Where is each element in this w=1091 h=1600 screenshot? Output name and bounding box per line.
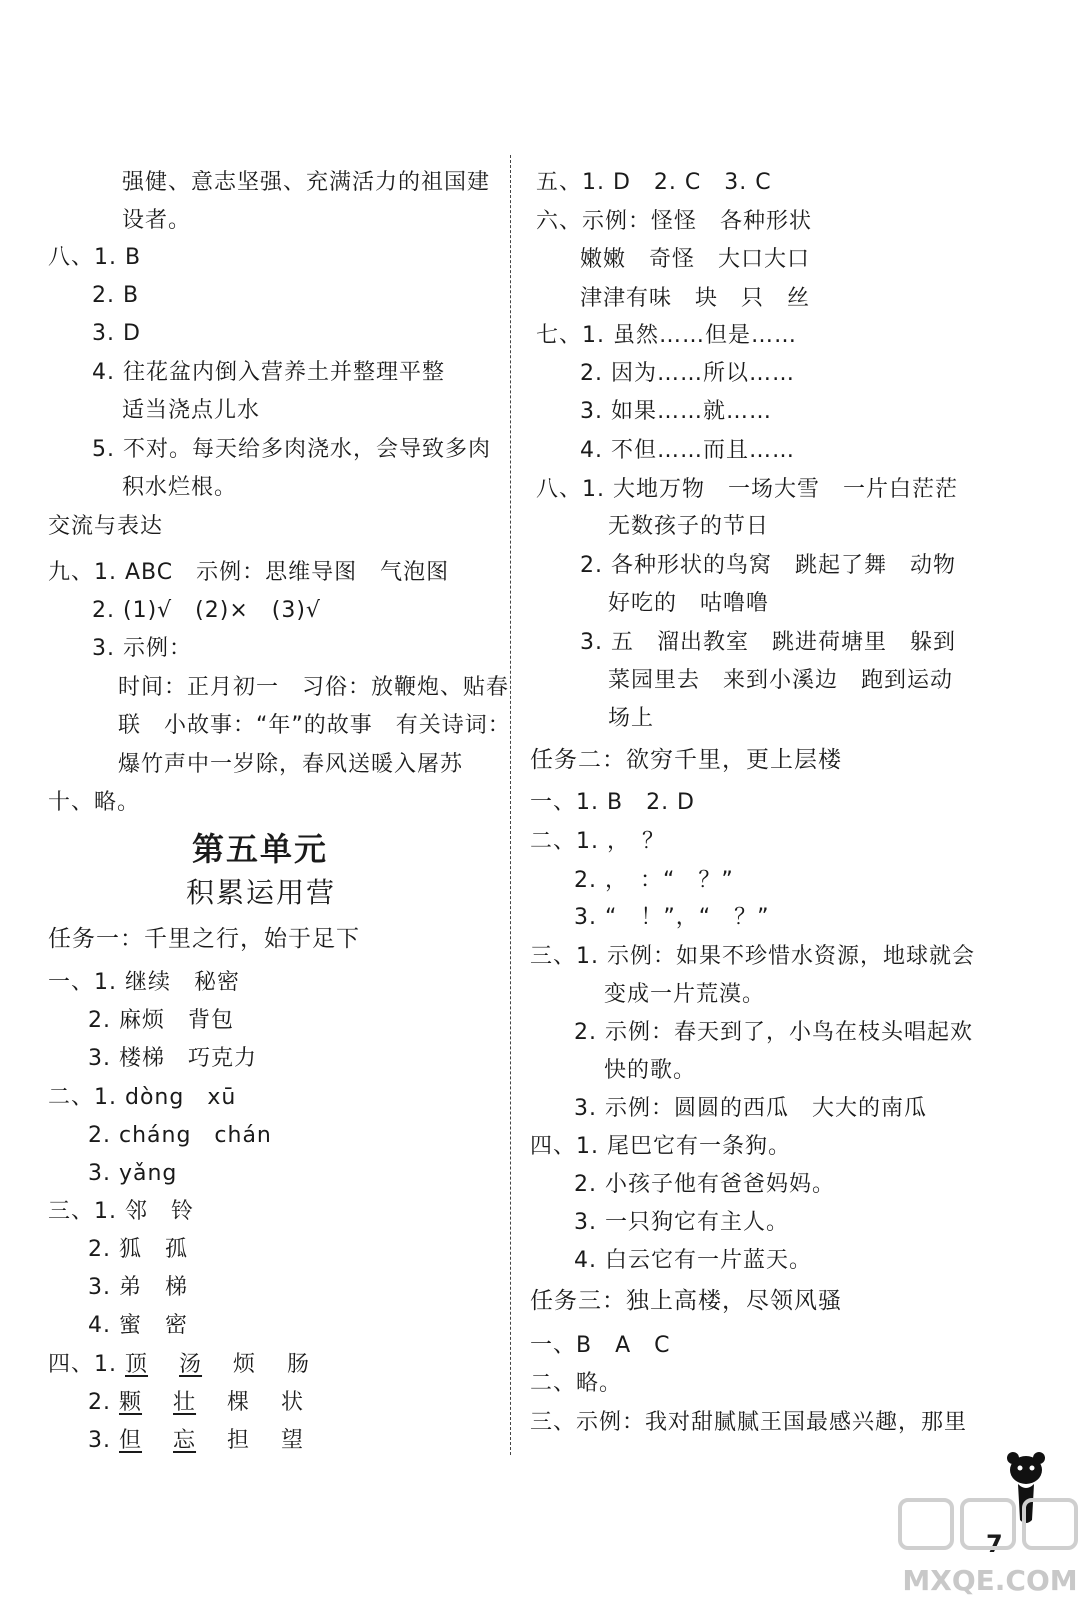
answer-line: 4. 不但……而且…… [580, 438, 795, 463]
answer-line: 4. 白云它有一片蓝天。 [574, 1248, 812, 1273]
answer-line: 七、1. 虽然……但是…… [536, 323, 797, 348]
unit-title: 第五单元 [192, 830, 329, 868]
answer-line: 4. 蜜 密 [88, 1313, 188, 1338]
answer-line: 嫩嫩 奇怪 大口大口 [580, 247, 811, 272]
answer-line: 强健、意志坚强、充满活力的祖国建 [122, 170, 491, 195]
char: 状 [281, 1390, 305, 1415]
answer-line: 二、1. dòng xū [48, 1085, 237, 1110]
answer-line: 三、示例：我对甜腻腻王国最感兴趣，那里 [530, 1410, 968, 1435]
underlined-char: 壮 [173, 1390, 197, 1415]
answer-line: 二、1. ， ？ [530, 829, 665, 854]
answer-line: 交流与表达 [48, 514, 164, 539]
answer-line: 三、1. 邻 铃 [48, 1199, 194, 1224]
answer-line: 适当浇点儿水 [122, 398, 261, 423]
question-number: 四、1. [48, 1352, 117, 1377]
answer-line: 四、1. 尾巴它有一条狗。 [530, 1134, 791, 1159]
answer-line: 4. 往花盆内倒入营养土并整理平整 [92, 360, 445, 385]
answer-line: 任务三：独上高楼，尽领风骚 [530, 1288, 842, 1314]
answer-line: 二、略。 [530, 1371, 623, 1396]
answer-line: 3. “ ！”，“ ？” [574, 905, 770, 930]
answer-line: 八、1. 大地万物 一场大雪 一片白茫茫 [536, 477, 958, 502]
answer-line: 爆竹声中一岁除，春风送暖入屠苏 [118, 752, 464, 777]
char: 棵 [227, 1390, 251, 1415]
answer-line: 六、示例：怪怪 各种形状 [536, 209, 813, 234]
answer-line: 任务二：欲穷千里，更上层楼 [530, 747, 842, 773]
answer-line: 3. 如果……就…… [580, 399, 772, 424]
answer-line: 3. 示例： [92, 636, 192, 661]
question-number: 2. [88, 1390, 111, 1415]
answer-line: 变成一片荒漠。 [604, 982, 766, 1007]
answer-line: 三、1. 示例：如果不珍惜水资源，地球就会 [530, 944, 975, 969]
answer-line [88, 1426, 304, 1456]
answer-line: 一、1. 继续 秘密 [48, 970, 240, 995]
answer-line: 津津有味 块 只 丝 [580, 286, 811, 311]
answer-line: 联 小故事：“年”的故事 有关诗词： [118, 713, 511, 738]
answer-line: 设者。 [122, 208, 192, 233]
answer-line: 2. 因为……所以…… [580, 361, 795, 386]
answer-line: 2. (1)√ (2)× (3)√ [92, 598, 321, 623]
answer-line: 一、1. B 2. D [530, 790, 696, 815]
underlined-char: 顶 [125, 1352, 149, 1377]
answer-line: 2. 小孩子他有爸爸妈妈。 [574, 1172, 835, 1197]
char: 担 [227, 1428, 251, 1453]
column-divider [510, 155, 511, 1455]
answer-line: 八、1. B [48, 245, 142, 270]
answer-line: 菜园里去 来到小溪边 跑到运动 [608, 668, 954, 693]
answer-line [88, 1388, 304, 1418]
answer-line: 2. ， ：“ ？” [574, 868, 734, 893]
answer-line: 3. 一只狗它有主人。 [574, 1210, 789, 1235]
answer-line: 九、1. ABC 示例：思维导图 气泡图 [48, 560, 450, 585]
answer-line: 3. 弟 梯 [88, 1275, 188, 1300]
answer-line: 十、略。 [48, 790, 141, 815]
answer-line: 快的歌。 [604, 1058, 697, 1083]
answer-line [48, 1350, 310, 1380]
answer-line: 积水烂根。 [122, 475, 238, 500]
underlined-char: 颗 [119, 1390, 143, 1415]
underlined-char: 但 [119, 1428, 143, 1453]
task-one-title: 任务一：千里之行，始于足下 [48, 926, 360, 952]
section-title: 积累运用营 [186, 876, 337, 909]
answer-line: 2. 麻烦 背包 [88, 1008, 234, 1033]
answer-line: 时间：正月初一 习俗：放鞭炮、贴春 [118, 675, 510, 700]
answer-line: 一、B A C [530, 1333, 671, 1358]
watermark-text: MXQE.COM [902, 1564, 1078, 1597]
answer-line: 3. 楼梯 巧克力 [88, 1046, 257, 1071]
answer-line: 2. 狐 孤 [88, 1237, 188, 1262]
answer-line: 2. 各种形状的鸟窝 跳起了舞 动物 [580, 553, 956, 578]
answer-line: 3. D [92, 321, 141, 346]
watermark-logo-icon [890, 1492, 1090, 1600]
answer-line: 5. 不对。每天给多肉浇水，会导致多肉 [92, 437, 491, 462]
answer-line: 好吃的 咕噜噜 [608, 591, 770, 616]
page-number: 7 [986, 1530, 1003, 1558]
answer-line: 3. yǎng [88, 1161, 178, 1186]
answer-line: 五、1. D 2. C 3. C [536, 170, 772, 195]
answer-line: 3. 示例：圆圆的西瓜 大大的南瓜 [574, 1096, 927, 1121]
answer-line: 2. B [92, 283, 140, 308]
answer-line: 场上 [608, 706, 655, 731]
question-number: 3. [88, 1428, 111, 1453]
underlined-char: 忘 [173, 1428, 197, 1453]
char: 肠 [287, 1352, 311, 1377]
char: 烦 [233, 1352, 257, 1377]
answer-line: 3. 五 溜出教室 跳进荷塘里 躲到 [580, 630, 956, 655]
char: 望 [281, 1428, 305, 1453]
answer-line: 2. 示例：春天到了，小鸟在枝头唱起欢 [574, 1020, 973, 1045]
answer-line: 无数孩子的节日 [608, 514, 770, 539]
answer-line: 2. cháng chán [88, 1123, 272, 1148]
underlined-char: 汤 [179, 1352, 203, 1377]
